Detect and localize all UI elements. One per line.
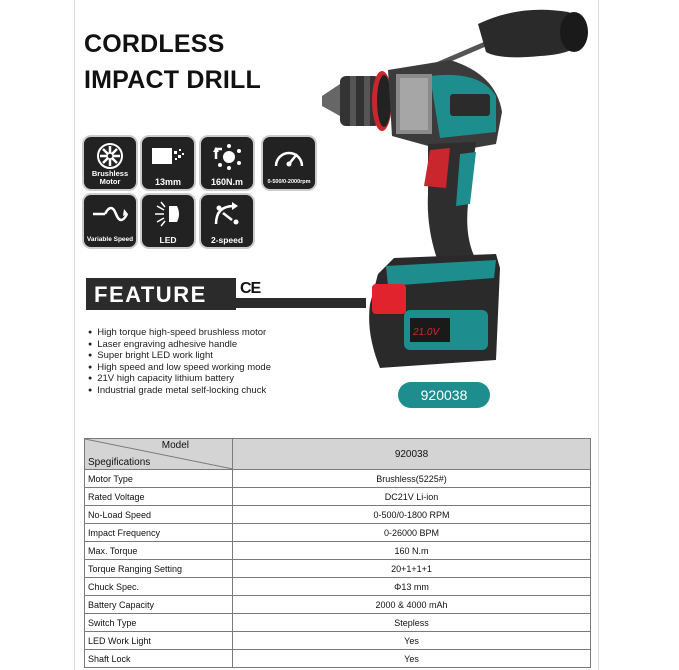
list-item: ● Industrial grade metal self-locking chuck [88,385,271,397]
badge-label: 13mm [154,177,181,187]
table-row [85,650,591,668]
battery-voltage-label: 21.0V [413,327,440,338]
spec-value: Yes [233,632,591,650]
spec-value: DC21V Li-ion [233,488,591,506]
spec-value: Stepless [233,614,591,632]
battery-pack [369,254,500,368]
spec-key: Rated Voltage [85,488,233,506]
header-model-value: 920038 [233,439,591,470]
table-header-diagonal-cell [85,439,233,470]
chuck-size-badge [142,137,194,189]
led-badge [142,195,194,247]
drill-grip [424,142,480,272]
chuck [322,71,392,131]
table-row [85,560,591,578]
spec-key: Impact Frequency [85,524,233,542]
torque-icon [201,141,253,171]
spec-key: Switch Type [85,614,233,632]
spec-value: 0-500/0-1800 RPM [233,506,591,524]
spec-key: No-Load Speed [85,506,233,524]
table-row [85,524,591,542]
title-line-2: IMPACT DRILL [84,66,261,94]
spec-value: Φ13 mm [233,578,591,596]
header-model-label: Model [161,440,189,451]
table-row [85,542,591,560]
two-speed-badge [201,195,253,247]
variable-speed-icon [84,199,136,229]
spec-key: LED Work Light [85,632,233,650]
table-header-row [85,439,591,470]
badge-label: LED [159,235,177,245]
spec-value: 160 N.m [233,542,591,560]
spec-value: 20+1+1+1 [233,560,591,578]
badge-label: 2-speed [210,235,244,245]
chuck-icon [142,141,194,171]
table-row [85,470,591,488]
spec-value: Brushless(5225#) [233,470,591,488]
spec-key: Max. Torque [85,542,233,560]
led-icon [142,199,194,229]
spec-key: Torque Ranging Setting [85,560,233,578]
badge-label: 0-500/0-2000rpm [267,179,311,185]
drill-product-image [300,4,600,384]
badge-label: Brushless Motor [91,169,129,186]
spec-key: Motor Type [85,470,233,488]
header-spec-label: Spegifications [88,457,151,468]
drill-body [388,60,502,152]
feature-heading: FEATURE [86,278,236,310]
spec-value: 2000 & 4000 mAh [233,596,591,614]
model-number-badge: 920038 [398,382,490,408]
feature-list [88,327,271,396]
spec-key: Chuck Spec. [85,578,233,596]
list-item: ● Super bright LED work light [88,350,271,362]
list-item: ● High torque high-speed brushless motor [88,327,271,339]
two-speed-icon [201,199,253,229]
table-row [85,488,591,506]
table-row [85,614,591,632]
ce-mark: CE [240,280,261,297]
spec-value: 0-26000 BPM [233,524,591,542]
title-line-1: CORDLESS [84,30,225,58]
spec-key: Battery Capacity [85,596,233,614]
list-item: ● 21V high capacity lithium battery [88,373,271,385]
badge-label: 160N.m [210,177,244,187]
spec-key: Shaft Lock [85,650,233,668]
table-row [85,506,591,524]
table-row [85,596,591,614]
table-row [85,578,591,596]
badge-label: Variable Speed [86,236,134,243]
torque-badge [201,137,253,189]
spec-value: Yes [233,650,591,668]
spec-table [84,438,591,668]
list-item: ● High speed and low speed working mode [88,362,271,374]
table-row [85,632,591,650]
variable-speed-badge [84,195,136,247]
brushless-motor-badge [84,137,136,189]
list-item: ● Laser engraving adhesive handle [88,339,271,351]
fan-motor-icon [84,141,136,171]
